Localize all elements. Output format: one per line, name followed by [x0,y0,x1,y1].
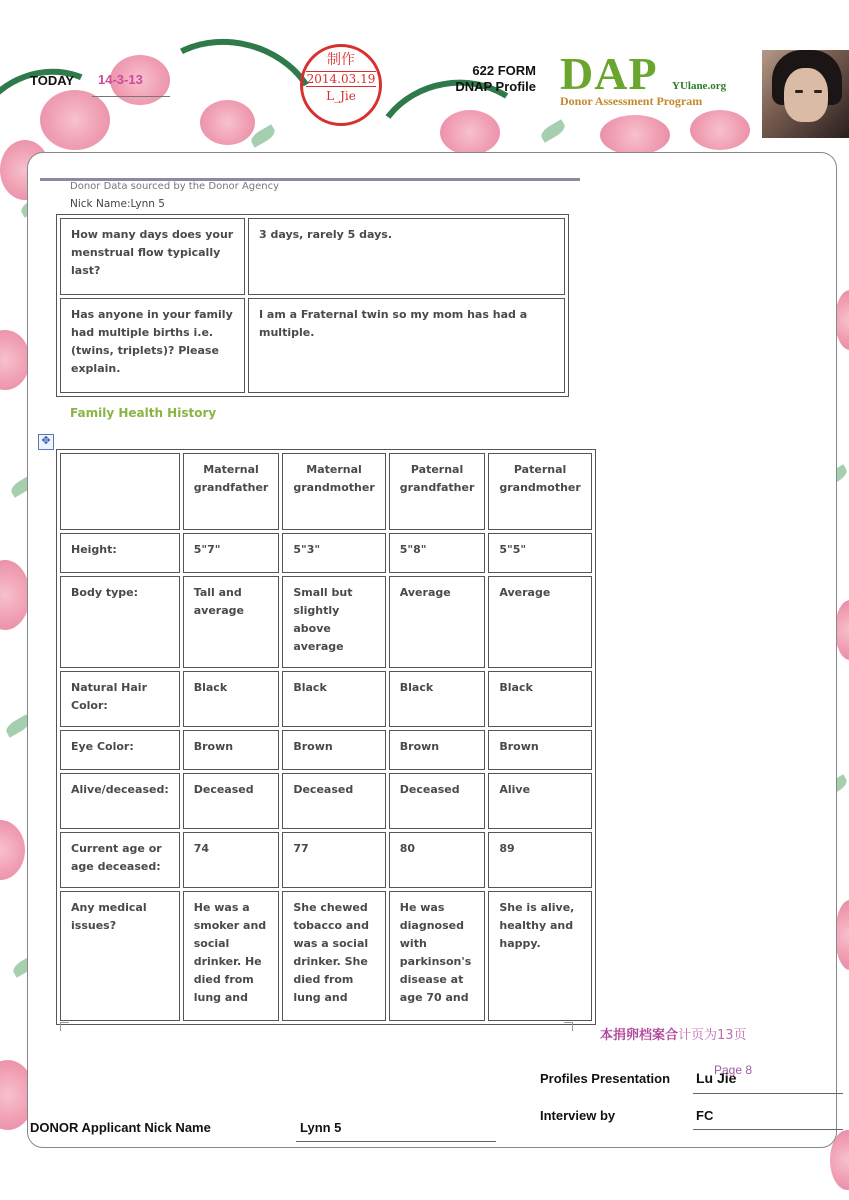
column-header: Maternal grandfather [183,453,280,530]
table-cell: 5"7" [183,533,280,573]
table-cell: Black [488,671,591,727]
row-label: Natural Hair Color: [60,671,180,727]
interview-underline [693,1129,843,1130]
dap-subtitle: Donor Assessment Program [560,94,703,108]
table-cell: 74 [183,832,280,888]
applicant-value: Lynn 5 [300,1120,342,1135]
stamp-date: 2014.03.19 [306,72,376,86]
approval-stamp [300,44,382,126]
profiles-value: Lu Jie [696,1070,737,1086]
applicant-label: DONOR Applicant Nick Name [30,1120,211,1135]
table-cell: He was a smoker and social drinker. He died from lung and [183,891,280,1021]
page-count-note [600,1024,747,1043]
table-cell: 89 [488,832,591,888]
table-cell: Average [389,576,486,668]
table-cell: Deceased [389,773,486,829]
stamp-top-text: 制作 [327,52,355,68]
table-cell: Black [282,671,385,727]
row-label: Alive/deceased: [60,773,180,829]
qa-answer: 3 days, rarely 5 days. [248,218,565,295]
stamp-signature: L_Jie [326,89,356,103]
qa-table [56,214,569,397]
table-cell: 5"8" [389,533,486,573]
table-cell: He was diagnosed with parkinson's disease at age 70 and [389,891,486,1021]
table-cell: Small but slightly above average [282,576,385,668]
page-header [0,0,849,150]
donor-photo [762,50,849,138]
table-cell: Tall and average [183,576,280,668]
row-label: Any medical issues? [60,891,180,1021]
interview-label: Interview by [540,1108,616,1123]
table-cell: She chewed tobacco and was a social drinker. She died from lung and [282,891,385,1021]
today-underline [92,96,170,97]
page-count-note-rest: 计页为13页 [678,1028,747,1043]
table-cell: Alive [488,773,591,829]
table-cell: Brown [282,730,385,770]
row-label: Body type: [60,576,180,668]
interview-value: FC [696,1108,714,1123]
row-label: Eye Color: [60,730,180,770]
table-row [60,773,592,829]
qa-answer: I am a Fraternal twin so my mom has had a multiple. [248,298,565,393]
table-move-icon[interactable]: ✥ [38,434,54,450]
table-row [60,218,565,295]
table-cell: Deceased [183,773,280,829]
column-header [60,453,180,530]
profiles-label: Profiles Presentation [540,1071,671,1086]
table-row [60,891,592,1021]
table-cell: Black [183,671,280,727]
qa-question: How many days does your menstrual flow typically last? [60,218,245,295]
table-cell: 5"5" [488,533,591,573]
table-row [60,533,592,573]
column-header: Maternal grandmother [282,453,385,530]
form-title [420,63,536,95]
qa-question: Has anyone in your family had multiple births i.e. (twins, triplets)? Please explain. [60,298,245,393]
table-row [60,730,592,770]
table-cell: 77 [282,832,385,888]
form-code: 622 FORM [472,63,536,78]
family-health-heading: Family Health History [70,406,217,420]
table-row [60,298,565,393]
dap-site: YUlane.org [672,80,727,92]
form-name: DNAP Profile [455,79,536,94]
page-corner-mark [60,1022,69,1031]
sourced-note: Donor Data sourced by the Donor Agency [70,181,280,192]
today-label: TODAY [30,73,75,88]
table-cell: Average [488,576,591,668]
table-cell: Brown [389,730,486,770]
profiles-underline [693,1093,843,1094]
table-header-row [60,453,592,530]
table-cell: Brown [488,730,591,770]
applicant-underline [296,1141,496,1142]
dap-logo: DAP [560,48,658,99]
row-label: Current age or age deceased: [60,832,180,888]
table-cell: Black [389,671,486,727]
column-header: Paternal grandfather [389,453,486,530]
row-label: Height: [60,533,180,573]
table-cell: Brown [183,730,280,770]
table-cell: She is alive, healthy and happy. [488,891,591,1021]
page-count-note-bold: 本捐卵档案合 [600,1028,679,1043]
table-row [60,671,592,727]
table-cell: 80 [389,832,486,888]
today-date: 14-3-13 [98,72,143,87]
page-corner-mark [564,1022,573,1031]
table-row [60,576,592,668]
page-number: Page 8 [714,1063,753,1077]
table-cell: 5"3" [282,533,385,573]
table-row [60,832,592,888]
table-cell: Deceased [282,773,385,829]
column-header: Paternal grandmother [488,453,591,530]
nickname-line: Nick Name:Lynn 5 [70,198,165,210]
family-health-table [56,449,596,1025]
